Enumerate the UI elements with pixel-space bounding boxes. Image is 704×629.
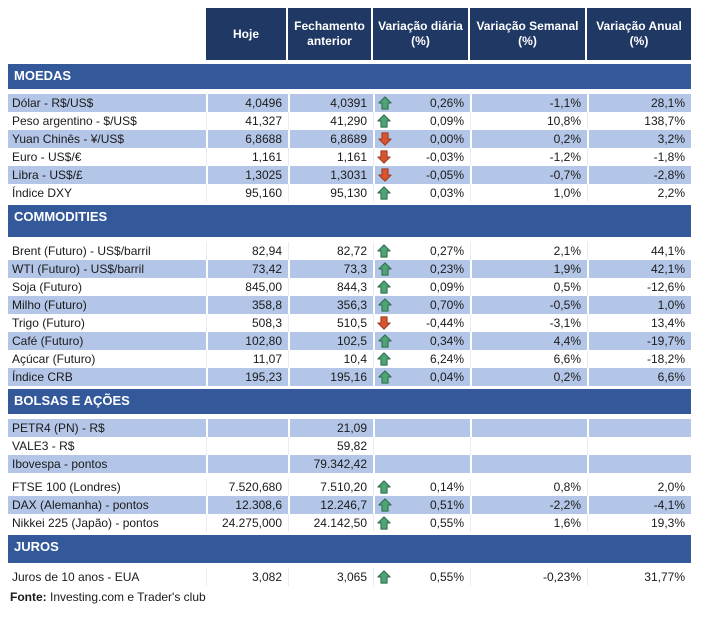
- cell-variacao-semanal: [470, 437, 587, 455]
- row-label: Nikkei 225 (Japão) - pontos: [8, 514, 206, 532]
- cell-variacao-anual: 28,1%: [587, 94, 691, 112]
- cell-hoje: 845,00: [206, 278, 288, 296]
- section-header: JUROS: [8, 535, 691, 563]
- cell-variacao-semanal: 1,9%: [470, 260, 587, 278]
- cell-variacao-diaria: [373, 332, 470, 350]
- row-label: Libra - US$/£: [8, 166, 206, 184]
- row-label: VALE3 - R$: [8, 437, 206, 455]
- variacao-diaria-value: -0,03%: [425, 150, 464, 164]
- cell-hoje: 508,3: [206, 314, 288, 332]
- row-label: Índice CRB: [8, 368, 206, 386]
- cell-variacao-diaria: [373, 112, 470, 130]
- table-row: [8, 332, 691, 350]
- arrow-up-icon: [378, 370, 392, 384]
- arrow-up-icon: [377, 280, 391, 294]
- cell-variacao-semanal: 6,6%: [470, 350, 587, 368]
- cell-fechamento-anterior: 510,5: [288, 314, 373, 332]
- arrow-up-icon: [377, 570, 391, 584]
- table-row: [8, 314, 691, 332]
- arrow-down-icon: [378, 168, 392, 182]
- cell-variacao-anual: -4,1%: [587, 496, 691, 514]
- cell-variacao-anual: 3,2%: [587, 130, 691, 148]
- cell-fechamento-anterior: 1,3031: [288, 166, 373, 184]
- cell-fechamento-anterior: 7.510,20: [288, 478, 373, 496]
- cell-fechamento-anterior: 79.342,42: [288, 455, 373, 473]
- arrow-up-icon: [378, 96, 392, 110]
- cell-variacao-anual: 2,2%: [587, 184, 691, 202]
- arrow-up-icon: [377, 516, 391, 530]
- cell-hoje: 1,161: [206, 148, 288, 166]
- arrow-placeholder: [378, 421, 392, 435]
- cell-hoje: 4,0496: [206, 94, 288, 112]
- cell-fechamento-anterior: 356,3: [288, 296, 373, 314]
- cell-variacao-diaria: [373, 514, 470, 532]
- row-label: Açúcar (Futuro): [8, 350, 206, 368]
- cell-variacao-diaria: [373, 314, 470, 332]
- cell-fechamento-anterior: 21,09: [288, 419, 373, 437]
- cell-variacao-diaria: [373, 478, 470, 496]
- table-row: [8, 496, 691, 514]
- source-text: Investing.com e Trader's club: [46, 590, 206, 604]
- cell-fechamento-anterior: 73,3: [288, 260, 373, 278]
- section-header: MOEDAS: [8, 64, 691, 89]
- cell-variacao-anual: -18,2%: [587, 350, 691, 368]
- cell-variacao-semanal: [470, 455, 587, 473]
- row-label: Índice DXY: [8, 184, 206, 202]
- arrow-down-icon: [377, 150, 391, 164]
- arrow-up-icon: [377, 186, 391, 200]
- cell-hoje: [206, 437, 288, 455]
- cell-variacao-diaria: [373, 166, 470, 184]
- cell-variacao-diaria: [373, 496, 470, 514]
- variacao-diaria-value: -0,44%: [425, 316, 464, 330]
- source-note: [8, 589, 691, 606]
- cell-variacao-semanal: 0,2%: [470, 368, 587, 386]
- cell-hoje: 95,160: [206, 184, 288, 202]
- section: [8, 205, 691, 386]
- variacao-diaria-value: 0,09%: [429, 114, 464, 128]
- arrow-down-icon: [378, 132, 392, 146]
- table-row: [8, 455, 691, 473]
- cell-hoje: 1,3025: [206, 166, 288, 184]
- cell-variacao-diaria: [373, 242, 470, 260]
- table-row: [8, 278, 691, 296]
- table-row: [8, 112, 691, 130]
- cell-fechamento-anterior: 82,72: [288, 242, 373, 260]
- column-header: Variação Semanal (%): [470, 8, 587, 60]
- cell-variacao-anual: 6,6%: [587, 368, 691, 386]
- row-label: WTI (Futuro) - US$/barril: [8, 260, 206, 278]
- cell-variacao-anual: -2,8%: [587, 166, 691, 184]
- row-label: Brent (Futuro) - US$/barril: [8, 242, 206, 260]
- variacao-diaria-value: 0,55%: [429, 516, 464, 530]
- column-header-row: [8, 8, 691, 60]
- variacao-diaria-value: 0,70%: [429, 298, 464, 312]
- cell-variacao-diaria: [373, 148, 470, 166]
- cell-hoje: 358,8: [206, 296, 288, 314]
- cell-hoje: [206, 419, 288, 437]
- arrow-up-icon: [377, 114, 391, 128]
- arrow-up-icon: [378, 498, 392, 512]
- row-label: Yuan Chinês - ¥/US$: [8, 130, 206, 148]
- cell-variacao-anual: 2,0%: [587, 478, 691, 496]
- cell-variacao-anual: [587, 419, 691, 437]
- cell-hoje: 82,94: [206, 242, 288, 260]
- table-row: [8, 368, 691, 386]
- cell-variacao-anual: 1,0%: [587, 296, 691, 314]
- table-body: [8, 64, 691, 586]
- table-row: [8, 478, 691, 496]
- cell-variacao-diaria: [373, 350, 470, 368]
- row-label: Café (Futuro): [8, 332, 206, 350]
- cell-variacao-anual: 13,4%: [587, 314, 691, 332]
- cell-variacao-diaria: [373, 184, 470, 202]
- cell-variacao-diaria: [373, 368, 470, 386]
- table-row: [8, 260, 691, 278]
- section-header: BOLSAS E AÇÕES: [8, 389, 691, 414]
- arrow-up-icon: [377, 244, 391, 258]
- cell-hoje: 73,42: [206, 260, 288, 278]
- cell-hoje: 102,80: [206, 332, 288, 350]
- column-header: Variação diária (%): [373, 8, 470, 60]
- cell-variacao-semanal: -0,7%: [470, 166, 587, 184]
- cell-hoje: 195,23: [206, 368, 288, 386]
- variacao-diaria-value: 0,26%: [429, 96, 464, 110]
- section: [8, 535, 691, 586]
- table-row: [8, 419, 691, 437]
- cell-variacao-semanal: 2,1%: [470, 242, 587, 260]
- cell-hoje: [206, 455, 288, 473]
- cell-variacao-anual: 44,1%: [587, 242, 691, 260]
- cell-hoje: 24.275,000: [206, 514, 288, 532]
- arrow-up-icon: [378, 262, 392, 276]
- section: [8, 389, 691, 532]
- cell-variacao-diaria: [373, 568, 470, 586]
- row-label: Peso argentino - $/US$: [8, 112, 206, 130]
- table-row: [8, 350, 691, 368]
- cell-variacao-anual: [587, 455, 691, 473]
- cell-variacao-semanal: 10,8%: [470, 112, 587, 130]
- cell-variacao-semanal: 1,0%: [470, 184, 587, 202]
- variacao-diaria-value: 0,03%: [429, 186, 464, 200]
- table-row: [8, 166, 691, 184]
- cell-variacao-semanal: [470, 419, 587, 437]
- table-row: [8, 514, 691, 532]
- cell-fechamento-anterior: 95,130: [288, 184, 373, 202]
- table-row: [8, 184, 691, 202]
- cell-variacao-anual: 19,3%: [587, 514, 691, 532]
- row-label: Juros de 10 anos - EUA: [8, 568, 206, 586]
- cell-variacao-diaria: [373, 437, 470, 455]
- arrow-up-icon: [378, 298, 392, 312]
- arrow-up-icon: [377, 480, 391, 494]
- cell-variacao-diaria: [373, 94, 470, 112]
- variacao-diaria-value: 0,34%: [429, 334, 464, 348]
- row-label: PETR4 (PN) - R$: [8, 419, 206, 437]
- section-header: COMMODITIES: [8, 205, 691, 237]
- cell-variacao-diaria: [373, 419, 470, 437]
- cell-variacao-semanal: -0,23%: [470, 568, 587, 586]
- cell-fechamento-anterior: 24.142,50: [288, 514, 373, 532]
- variacao-diaria-value: 0,04%: [429, 370, 464, 384]
- row-label: DAX (Alemanha) - pontos: [8, 496, 206, 514]
- section: [8, 64, 691, 202]
- cell-variacao-anual: 42,1%: [587, 260, 691, 278]
- cell-variacao-semanal: -1,2%: [470, 148, 587, 166]
- cell-fechamento-anterior: 59,82: [288, 437, 373, 455]
- arrow-down-icon: [377, 316, 391, 330]
- row-label: Ibovespa - pontos: [8, 455, 206, 473]
- cell-variacao-anual: 138,7%: [587, 112, 691, 130]
- cell-fechamento-anterior: 844,3: [288, 278, 373, 296]
- cell-variacao-anual: [587, 437, 691, 455]
- cell-variacao-diaria: [373, 278, 470, 296]
- row-label: Dólar - R$/US$: [8, 94, 206, 112]
- cell-variacao-semanal: -2,2%: [470, 496, 587, 514]
- variacao-diaria-value: 0,23%: [429, 262, 464, 276]
- column-header: Variação Anual (%): [587, 8, 691, 60]
- variacao-diaria-value: -0,05%: [425, 168, 464, 182]
- variacao-diaria-value: 0,51%: [429, 498, 464, 512]
- cell-variacao-anual: -1,8%: [587, 148, 691, 166]
- cell-variacao-semanal: 4,4%: [470, 332, 587, 350]
- cell-hoje: 12.308,6: [206, 496, 288, 514]
- arrow-placeholder: [378, 457, 392, 471]
- column-header: Fechamento anterior: [288, 8, 373, 60]
- cell-fechamento-anterior: 1,161: [288, 148, 373, 166]
- cell-hoje: 6,8688: [206, 130, 288, 148]
- cell-fechamento-anterior: 6,8689: [288, 130, 373, 148]
- cell-variacao-semanal: 0,8%: [470, 478, 587, 496]
- row-label: FTSE 100 (Londres): [8, 478, 206, 496]
- table-row: [8, 568, 691, 586]
- cell-variacao-diaria: [373, 455, 470, 473]
- cell-variacao-semanal: 0,5%: [470, 278, 587, 296]
- table-row: [8, 130, 691, 148]
- source-label: Fonte:: [10, 590, 47, 604]
- row-label: Soja (Futuro): [8, 278, 206, 296]
- column-header-spacer: [8, 8, 206, 60]
- variacao-diaria-value: 0,09%: [429, 280, 464, 294]
- variacao-diaria-value: 0,14%: [429, 480, 464, 494]
- variacao-diaria-value: 0,00%: [429, 132, 464, 146]
- cell-variacao-anual: -12,6%: [587, 278, 691, 296]
- cell-variacao-diaria: [373, 130, 470, 148]
- table-row: [8, 94, 691, 112]
- cell-variacao-semanal: -0,5%: [470, 296, 587, 314]
- variacao-diaria-value: 0,55%: [429, 570, 464, 584]
- cell-hoje: 7.520,680: [206, 478, 288, 496]
- cell-fechamento-anterior: 41,290: [288, 112, 373, 130]
- cell-hoje: 3,082: [206, 568, 288, 586]
- row-label: Trigo (Futuro): [8, 314, 206, 332]
- cell-fechamento-anterior: 3,065: [288, 568, 373, 586]
- variacao-diaria-value: 0,27%: [429, 244, 464, 258]
- arrow-up-icon: [378, 334, 392, 348]
- row-label: Milho (Futuro): [8, 296, 206, 314]
- table-row: [8, 437, 691, 455]
- table-row: [8, 242, 691, 260]
- cell-fechamento-anterior: 195,16: [288, 368, 373, 386]
- cell-fechamento-anterior: 10,4: [288, 350, 373, 368]
- cell-variacao-diaria: [373, 260, 470, 278]
- cell-variacao-diaria: [373, 296, 470, 314]
- row-label: Euro - US$/€: [8, 148, 206, 166]
- cell-fechamento-anterior: 12.246,7: [288, 496, 373, 514]
- cell-variacao-semanal: 0,2%: [470, 130, 587, 148]
- arrow-placeholder: [377, 439, 391, 453]
- cell-fechamento-anterior: 4,0391: [288, 94, 373, 112]
- arrow-up-icon: [377, 352, 391, 366]
- cell-variacao-anual: -19,7%: [587, 332, 691, 350]
- cell-fechamento-anterior: 102,5: [288, 332, 373, 350]
- cell-hoje: 41,327: [206, 112, 288, 130]
- table-row: [8, 296, 691, 314]
- table-row: [8, 148, 691, 166]
- cell-hoje: 11,07: [206, 350, 288, 368]
- cell-variacao-semanal: 1,6%: [470, 514, 587, 532]
- cell-variacao-anual: 31,77%: [587, 568, 691, 586]
- variacao-diaria-value: 6,24%: [429, 352, 464, 366]
- column-header: Hoje: [206, 8, 288, 60]
- cell-variacao-semanal: -1,1%: [470, 94, 587, 112]
- cell-variacao-semanal: -3,1%: [470, 314, 587, 332]
